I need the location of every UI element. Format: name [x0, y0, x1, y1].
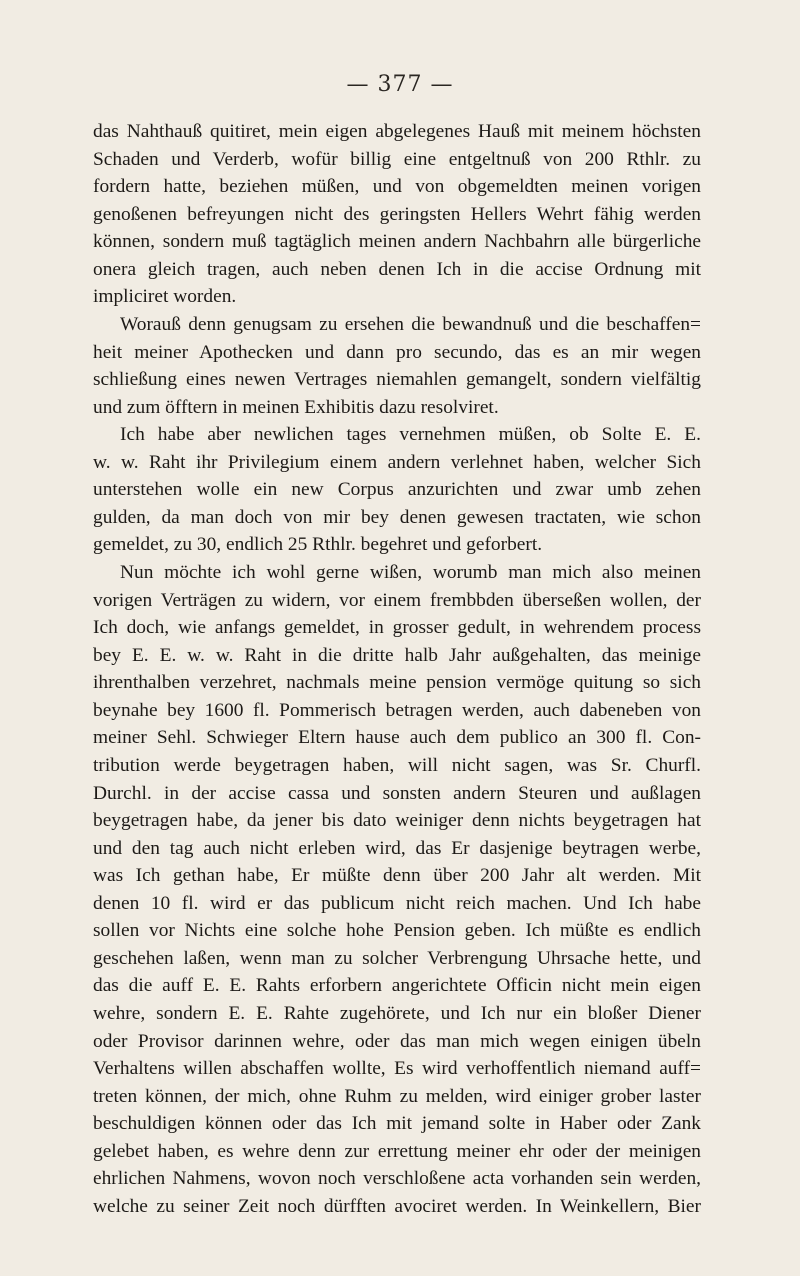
text-line: Verhaltens willen abschaffen wollte, Es wird verhoffentlich niemand auff= — [93, 1058, 701, 1080]
text-line: vorigen Verträgen zu widern, vor einem frembbden überseßen wollen, der — [93, 589, 701, 611]
text-line: oder Provisor darinnen wehre, oder das man mich wegen einigen übeln — [93, 1030, 701, 1052]
text-line: gelebet haben, es wehre denn zur errettung meiner ehr oder der meinigen — [93, 1140, 701, 1162]
text-line: gemeldet, zu 30, endlich 25 Rthlr. begehret und geforbert. — [93, 534, 543, 556]
text-line: Ich doch, wie anfangs gemeldet, in grosser gedult, in wehrendem process — [93, 617, 701, 639]
text-line: was Ich gethan habe, Er müßte denn über 200 Jahr alt werden. Mit — [93, 865, 701, 887]
text-line: und zum öfftern in meinen Exhibitis dazu resolviret. — [93, 396, 499, 418]
text-line: Nun möchte ich wohl gerne wißen, worumb man mich also meinen — [120, 562, 701, 583]
text-line: impliciret worden. — [93, 286, 237, 308]
text-line: bey E. E. w. w. Raht in die dritte halb Jahr außgehalten, das meinige — [93, 644, 701, 666]
body-text — [93, 118, 701, 1221]
text-line: das Nahthauß quitiret, mein eigen abgelegenes Hauß mit meinem höchsten — [93, 121, 701, 142]
text-line: w. w. Raht ihr Privilegium einem andern verlehnet haben, welcher Sich — [93, 451, 701, 473]
text-line: können, sondern muß tagtäglich meinen andern Nachbahrn alle bürgerliche — [93, 231, 701, 253]
text-line: ehrlichen Nahmens, wovon noch verschloßene acta vorhanden sein werden, — [93, 1168, 701, 1190]
text-line: sollen vor Nichts eine solche hohe Pension geben. Ich müßte es endlich — [93, 920, 701, 942]
text-line: geschehen laßen, wenn man zu solcher Verbrengung Uhrsache hette, und — [93, 947, 701, 969]
text-line: meiner Sehl. Schwieger Eltern hause auch dem publico an 300 fl. Con- — [93, 727, 701, 749]
text-line: heit meiner Apothecken und dann pro secundo, das es an mir wegen — [93, 341, 701, 363]
text-line: denen 10 fl. wird er das publicum nicht reich machen. Und Ich habe — [93, 892, 701, 914]
text-line: das die auff E. E. Rahts erforbern angerichtete Officin nicht mein eigen — [93, 975, 701, 997]
text-line: beynahe bey 1600 fl. Pommerisch betragen werden, auch dabeneben von — [93, 699, 701, 721]
text-line: Schaden und Verderb, wofür billig eine entgeltnuß von 200 Rthlr. zu — [93, 148, 701, 170]
text-line: treten können, der mich, ohne Ruhm zu melden, wird einiger grober laster — [93, 1085, 701, 1107]
text-line: welche zu seiner Zeit noch dürfften avociret werden. In Weinkellern, Bier — [93, 1195, 701, 1217]
page-number: — 377 — — [346, 72, 454, 97]
text-line: Ich habe aber newlichen tages vernehmen müßen, ob Solte E. E. — [120, 424, 701, 446]
text-line: Durchl. in der accise cassa und sonsten andern Steuren und außlagen — [93, 782, 701, 804]
text-line: gulden, da man doch von mir bey denen gewesen tractaten, wie schon — [93, 506, 701, 528]
text-line: ihrenthalben verzehret, nachmals meine pension vermöge quitung so sich — [93, 672, 701, 694]
text-line: schließung eines newen Vertrages niemahlen gemangelt, sondern vielfältig — [93, 369, 701, 391]
text-line: wehre, sondern E. E. Rahte zugehörete, und Ich nur ein bloßer Diener — [93, 1003, 701, 1024]
text-line: Worauß denn genugsam zu ersehen die bewandnuß und die beschaffen= — [120, 313, 701, 335]
text-line: genoßenen befreyungen nicht des geringsten Hellers Wehrt fähig werden — [93, 203, 701, 225]
text-line: unterstehen wolle ein new Corpus anzurichten und zwar umb zehen — [93, 479, 701, 501]
text-line: onera gleich tragen, auch neben denen Ich in die accise Ordnung mit — [93, 258, 701, 280]
text-line: tribution werde beygetragen haben, will nicht sagen, was Sr. Churfl. — [93, 754, 701, 776]
text-line: und den tag auch nicht erleben wird, das Er dasjenige beytragen werbe, — [93, 837, 701, 859]
text-line: beygetragen habe, da jener bis dato weiniger denn nichts beygetragen hat — [93, 810, 701, 832]
text-line: beschuldigen können oder das Ich mit jemand solte in Haber oder Zank — [93, 1113, 701, 1135]
text-line: fordern hatte, beziehen müßen, und von obgemeldten meinen vorigen — [93, 176, 701, 198]
